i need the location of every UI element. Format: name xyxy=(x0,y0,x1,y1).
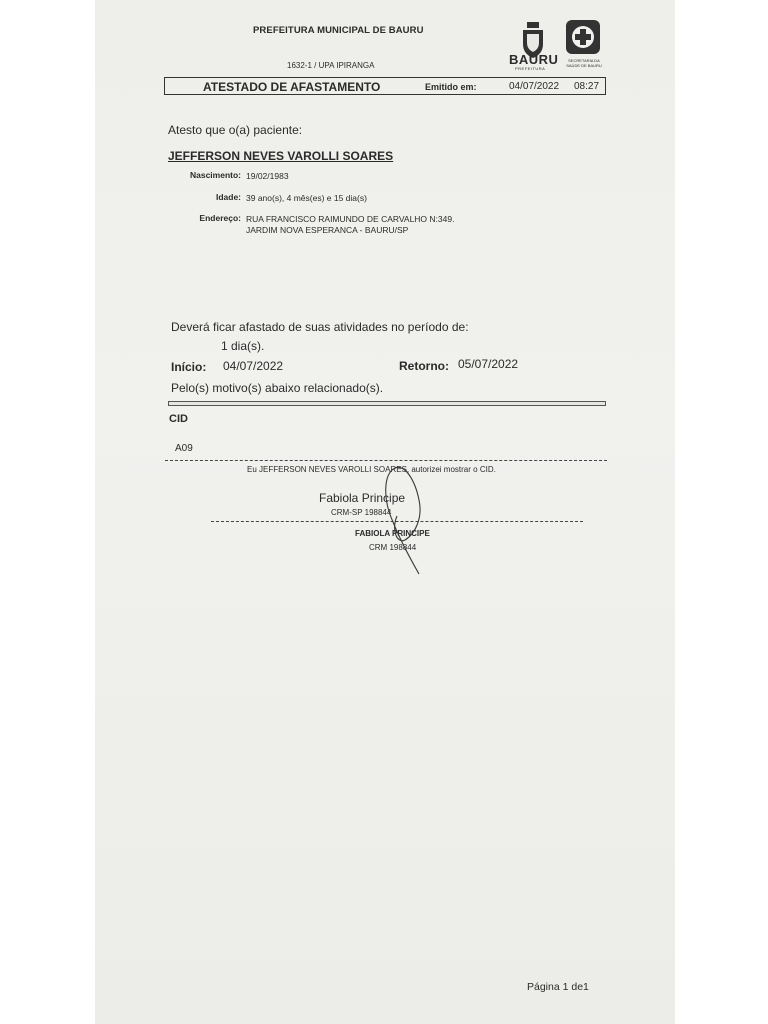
start-date: 04/07/2022 xyxy=(223,359,284,373)
age-label: Idade: xyxy=(215,192,241,202)
section-divider xyxy=(168,401,606,406)
birth-value: 19/02/1983 xyxy=(246,171,289,181)
patient-name: JEFFERSON NEVES VAROLLI SOARES xyxy=(168,149,394,163)
leave-text: Deverá ficar afastado de suas atividades no período de: xyxy=(171,320,469,334)
cid-authorization: Eu JEFFERSON NEVES VAROLLI SOARES, autorizei mostrar o CID. xyxy=(247,465,496,474)
address-line-1: RUA FRANCISCO RAIMUNDO DE CARVALHO N:349. xyxy=(246,214,455,224)
handwritten-signature-icon xyxy=(375,460,435,580)
emitted-time: 08:27 xyxy=(574,81,600,92)
secretaria-text: SECRETARIA DA SAÚDE DE BAURU xyxy=(566,58,602,68)
document-page xyxy=(95,0,675,1024)
stamp-crm: CRM-SP 198844 xyxy=(331,508,392,517)
cid-label: CID xyxy=(169,413,188,425)
health-cross-icon xyxy=(565,19,601,55)
institution-name: PREFEITURA MUNICIPAL DE BAURU xyxy=(253,25,424,36)
birth-label: Nascimento: xyxy=(189,170,241,180)
bauru-logo-subtext: PREFEITURA xyxy=(515,66,546,71)
stamp-name: Fabiola Principe xyxy=(319,491,406,505)
return-label: Retorno: xyxy=(399,359,449,373)
address-line-2: JARDIM NOVA ESPERANCA - BAURU/SP xyxy=(246,225,409,235)
start-label: Início: xyxy=(171,360,207,374)
attest-lead: Atesto que o(a) paciente: xyxy=(168,123,303,137)
title-bar xyxy=(164,77,606,95)
doctor-name: FABIOLA PRINCIPE xyxy=(355,529,430,538)
unit-name: 1632-1 / UPA IPIRANGA xyxy=(287,61,375,70)
document-title: ATESTADO DE AFASTAMENTO xyxy=(203,80,381,94)
age-value: 39 ano(s), 4 mês(es) e 15 dia(s) xyxy=(246,193,367,203)
reasons-text: Pelo(s) motivo(s) abaixo relacionado(s). xyxy=(171,381,384,395)
page-number: Página 1 de1 xyxy=(527,981,589,993)
bauru-logo-text: BAURU xyxy=(509,52,559,67)
leave-days: 1 dia(s). xyxy=(221,339,265,353)
doctor-crm: CRM 198844 xyxy=(369,543,417,552)
address-label: Endereço: xyxy=(199,213,241,223)
emitted-date: 04/07/2022 xyxy=(509,81,560,92)
return-date: 05/07/2022 xyxy=(458,357,519,371)
cid-code: A09 xyxy=(175,443,193,454)
emitted-label: Emitido em: xyxy=(425,82,477,92)
